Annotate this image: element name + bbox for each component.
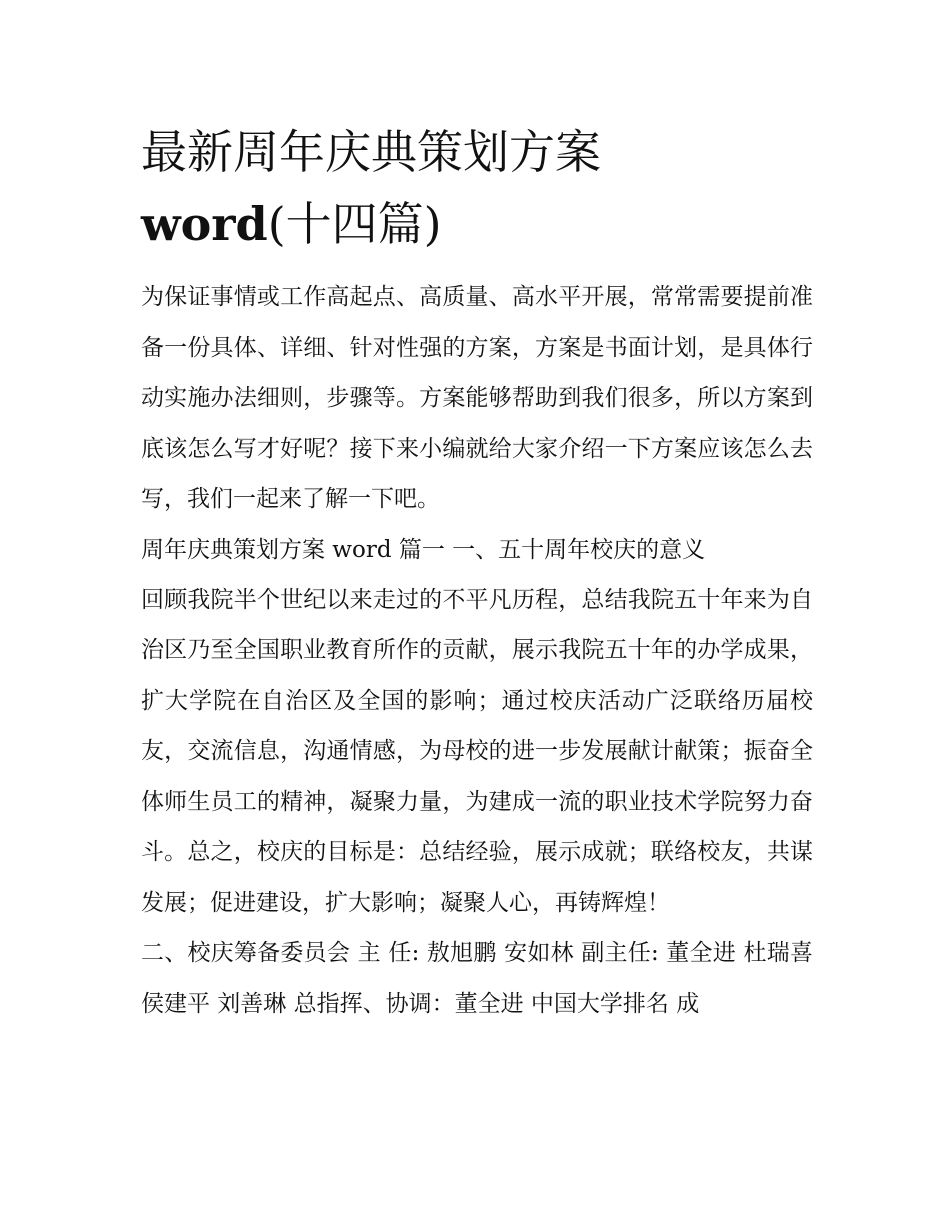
- title-word: word: [141, 197, 268, 251]
- body-paragraph-significance: 回顾我院半个世纪以来走过的不平凡历程，总结我院五十年来为自治区乃至全国职业教育所作的贡献，展示我院五十年的办学成果，扩大学院在自治区及全国的影响；通过校庆活动广泛联络历届校友，交流信息，沟通情感，为母校的进一步发展献计献策；振奋全体师生员工的精神，凝聚力量，为建成一流的职业技术学院努力奋斗。总之，校庆的目标是：总结经验，展示成就；联络校友，共谋发展；促进建设，扩大影响；凝聚人心，再铸辉煌！: [141, 586, 813, 916]
- document-title: [141, 116, 813, 260]
- intro-paragraph: 为保证事情或工作高起点、高质量、高水平开展，常常需要提前准备一份具体、详细、针对性强的方案，方案是书面计划，是具体行动实施办法细则，步骤等。方案能够帮助到我们很多，所以方案到底该怎么写才好呢？接下来小编就给大家介绍一下方案应该怎么去写，我们一起来了解一下吧。: [141, 284, 813, 512]
- document-body: [141, 116, 813, 1029]
- section-heading-1: 周年庆典策划方案 word 篇一 一、五十周年校庆的意义: [141, 536, 706, 563]
- body-paragraph-committee: 二、校庆筹备委员会 主 任: 敖旭鹏 安如林 副主任: 董全进 杜瑞喜 侯建平 刘善琳 总指挥、协调：董全进 中国大学排名 成: [141, 940, 813, 1017]
- title-line-2: [141, 188, 813, 260]
- title-line-1: 最新周年庆典策划方案: [141, 125, 601, 179]
- title-suffix: (十四篇): [267, 197, 442, 251]
